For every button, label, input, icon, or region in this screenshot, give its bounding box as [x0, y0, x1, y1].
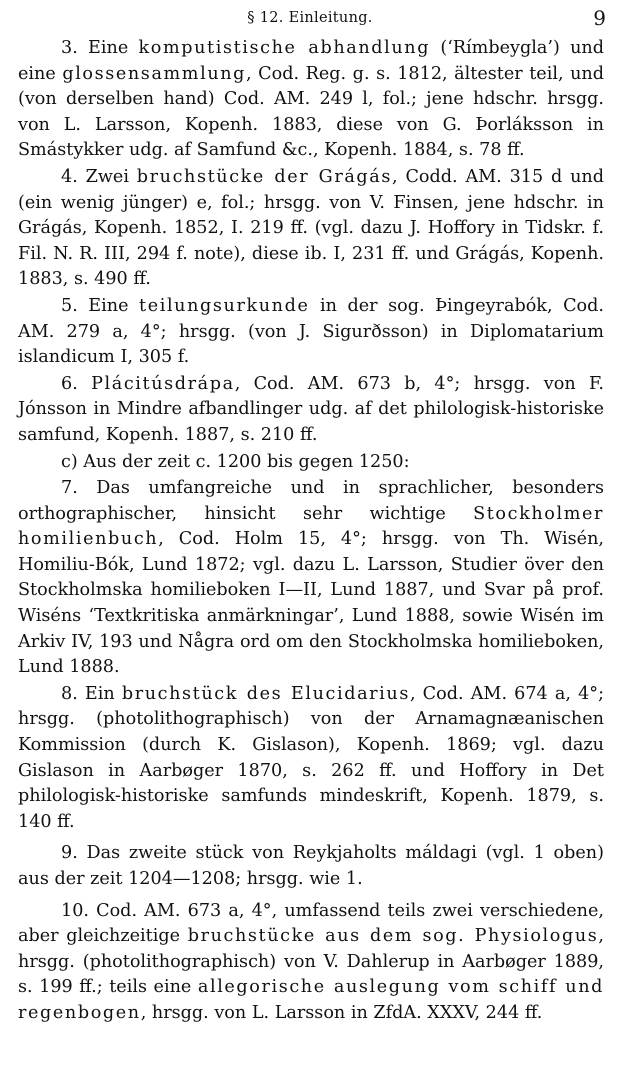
page-header	[0, 6, 620, 34]
text-segment: 4. Zwei	[61, 166, 137, 187]
text-segment: 8. Ein	[61, 683, 122, 704]
paragraph-item-9	[18, 841, 604, 892]
spaced-term: allegorische auslegung vom schiff und regenbogen	[18, 977, 605, 1023]
paragraph-item-5	[18, 294, 604, 371]
text-segment: , Cod. AM. 674 a, 4°; hrsgg. (photolithographisch) von der Arnamagnæanischen Kommission (durch K. Gislason), Kopenh. 1869; vgl. dazu Gislason in Aarbøger 1870, s. 262 ff. und Hoffory in Det philologisk-historiske samfunds mindeskrift, Kopenh. 1879, s. 140 ff.	[18, 683, 604, 832]
text-segment: , hrsgg. von L. Larsson in ZfdA. XXXV, 244 ff.	[140, 1002, 543, 1023]
paragraph-item-7	[18, 476, 604, 681]
text-segment: , hrsgg. (photolithographisch) von V. Dahlerup in Aarbøger 1889, s. 199 ff.; teils eine	[18, 926, 604, 998]
paragraph-item-10	[18, 899, 604, 1027]
spaced-term: Stockholmer homilienbuch	[18, 503, 604, 550]
text-segment: c) Aus der zeit c. 1200 bis gegen 1250:	[61, 451, 410, 472]
text-segment: , Cod. AM. 673 b, 4°; hrsgg. von F. Jónsson in Mindre afbandlinger udg. af det philologisk-historiske samfund, Kopenh. 1887, s. 210 ff.	[18, 373, 605, 445]
text-segment: in der sog. Þingeyrabók, Cod. AM. 279 a, 4°; hrsgg. (von J. Sigurðsson) in Diplomatarium islandicum I, 305 f.	[18, 295, 604, 368]
text-segment: (‘Rímbeygla’) und eine	[18, 38, 605, 84]
spaced-term: glossensammlung	[62, 63, 247, 84]
paragraph-item-8	[18, 682, 604, 836]
text-segment: 3. Eine	[61, 38, 139, 58]
text-segment: 7. Das umfangreiche und in sprachlicher, besonders orthographischer, hinsicht sehr wichtige	[18, 478, 604, 524]
page-number: 9	[593, 6, 606, 30]
paragraph-item-6	[18, 372, 604, 449]
text-segment: , Cod. Holm 15, 4°; hrsgg. von Th. Wisén, Homiliu-Bók, Lund 1872; vgl. dazu L. Larsson, Studier över den Stockholmska homilieboken I—II, Lund 1887, und Svar på prof. Wiséns ‘Textkritiska anmärkningar’, Lund 1888, sowie Wisén im Arkiv IV, 193 und Några ord om den Stockholmska homilieboken, Lund 1888.	[18, 529, 604, 678]
spaced-term: teilungsurkunde	[139, 295, 310, 316]
text-segment: 10. Cod. AM. 673 a, 4°, umfassend teils zwei verschiedene, aber gleichzeitige	[18, 900, 604, 947]
page-body	[18, 36, 604, 1028]
paragraph-item-3	[18, 36, 604, 164]
paragraph-item-4	[18, 165, 604, 293]
text-segment: , Cod. Reg. g. s. 1812, ältester teil, und (von derselben hand) Cod. AM. 249 l, fol.; jene hdschr. hrsgg. von L. Larsson, Kopenh. 1883, diese von G. Þorláksson in Smástykker udg. af Samfund &c., Kopenh. 1884, s. 78 ff.	[18, 63, 605, 161]
text-segment: 9. Das zweite stück von Reykjaholts máldagi (vgl. 1 oben) aus der zeit 1204—1208; hrsgg. wie 1.	[18, 843, 604, 889]
spaced-term: bruchstück des Elucidarius	[121, 683, 410, 704]
text-segment: 5. Eine	[61, 295, 140, 316]
spaced-term: bruchstücke der Grágás	[136, 166, 393, 187]
running-head: § 12. Einleitung.	[247, 10, 373, 26]
spaced-term: komputistische abhandlung	[138, 38, 431, 58]
spaced-term: Plácitúsdrápa	[91, 373, 235, 394]
text-segment: 6.	[61, 373, 92, 394]
section-heading-c	[18, 450, 604, 476]
text-segment: , Codd. AM. 315 d und (ein wenig jünger) e, fol.; hrsgg. von V. Finsen, jene hdschr. in Grágás, Kopenh. 1852, I. 219 ff. (vgl. dazu J. Hoffory in Tidskr. f. Fil. N. R. III, 294 f. note), diese ib. I, 231 ff. und Grágás, Kopenh. 1883, s. 490 ff.	[18, 166, 605, 290]
spaced-term: bruchstücke aus dem sog. Physiologus	[187, 926, 599, 947]
